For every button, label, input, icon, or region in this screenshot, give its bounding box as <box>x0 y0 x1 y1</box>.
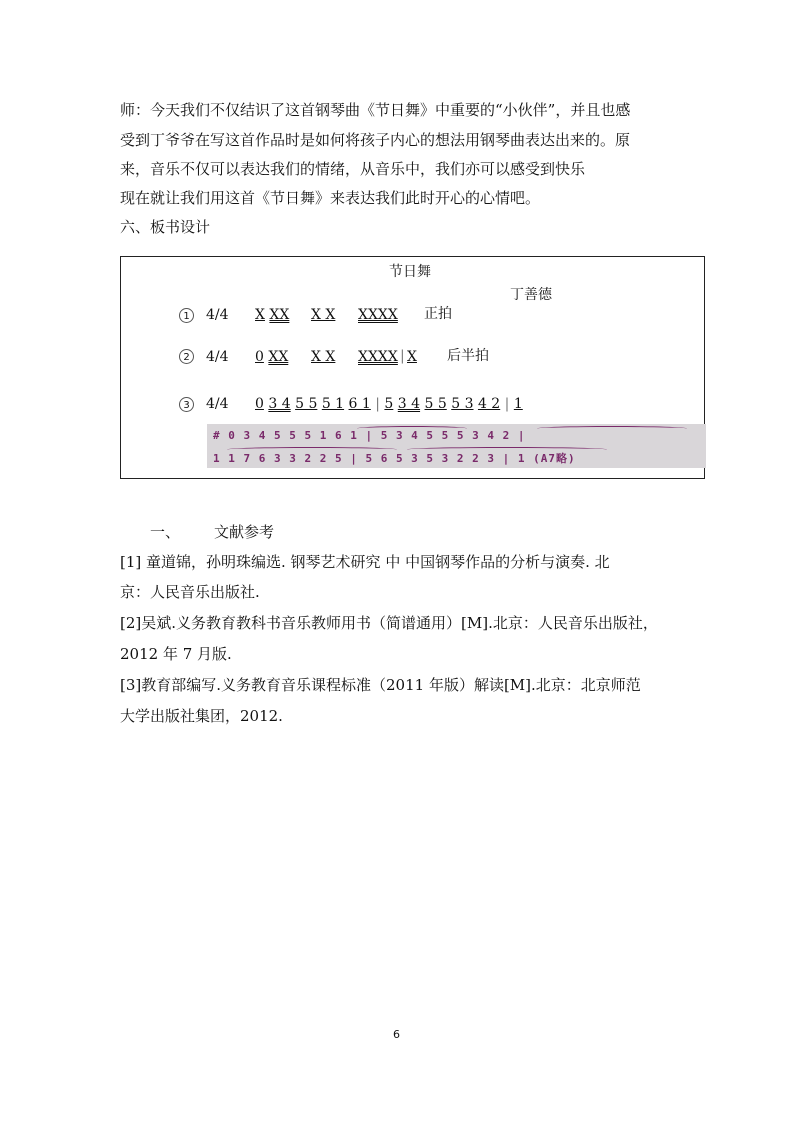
reference-line-2: 京：人民音乐出版社. <box>120 583 260 601</box>
row-3-barline-1: | <box>375 396 380 412</box>
page-number: 6 <box>393 1028 400 1041</box>
score-line-2: 1 1 7 6 3 3 2 2 5 | 5 6 5 3 5 3 2 2 3 | 1 (A7略) <box>213 452 576 465</box>
references-heading-number: 一、 <box>150 523 181 541</box>
row-3-meter: 4/4 <box>206 396 229 412</box>
row-2-beat-2 <box>311 349 335 365</box>
reference-line-4: 2012 年 7 月版. <box>120 645 232 663</box>
row-1-meter: 4/4 <box>206 307 229 323</box>
row-3-notes-53: 5 3 <box>451 396 474 412</box>
section-heading-board-design: 六、板书设计 <box>120 218 211 236</box>
row-1-beat-2-text: X X <box>311 307 336 323</box>
reference-line-6: 大学出版社集团，2012. <box>120 707 283 725</box>
row-1-beat-3-text: XXXX <box>358 307 398 323</box>
row-1-beat-1b: XX <box>269 307 290 323</box>
reference-line-3: [2]吴斌.义务教育教科书音乐教师用书（简谱通用）[M].北京：人民音乐出版社， <box>120 614 658 632</box>
score-line-1: # 0 3 4 5 5 5 1 6 1 | 5 3 4 5 5 5 3 4 2 | <box>213 429 526 442</box>
row-3-notes-34: 3 4 <box>268 396 291 412</box>
body-line-4: 现在就让我们用这首《节日舞》来表达我们此时开心的心情吧。 <box>120 189 541 207</box>
slur-arc <box>537 426 687 431</box>
row-3-notes-55b: 5 5 <box>424 396 447 412</box>
row-2-beat-2-text: X X <box>311 349 336 365</box>
row-2-label: 后半拍 <box>447 348 489 364</box>
row-1-beat-1a: X <box>255 307 265 323</box>
board-composer: 丁善德 <box>510 287 552 303</box>
row-3-note-0: 0 <box>255 396 264 412</box>
row-3-note-1: 1 <box>513 396 523 412</box>
row-3-notes-34b: 3 4 <box>397 396 421 412</box>
body-line-3: 来，音乐不仅可以表达我们的情绪，从音乐中，我们亦可以感受到快乐 <box>120 160 586 178</box>
row-1-beat-2 <box>311 307 335 323</box>
reference-line-5: [3]教育部编写.义务教育音乐课程标准（2011 年版）解读[M].北京：北京师范 <box>120 676 641 694</box>
row-2-number: 2 <box>179 349 194 364</box>
row-1-beat-3 <box>358 307 398 323</box>
row-2-beat-3 <box>358 349 398 365</box>
row-2-rhythm <box>255 349 288 365</box>
row-3-barline-2: | <box>504 396 510 412</box>
row-3-note-5: 5 <box>384 396 394 412</box>
reference-line-1: [1] 童道锦，孙明珠编选. 钢琴艺术研究 中 中国钢琴作品的分析与演奏. 北 <box>120 553 610 571</box>
row-2-beat-1a: 0 <box>255 349 264 365</box>
references-heading <box>150 523 274 541</box>
row-2-meter: 4/4 <box>206 349 229 365</box>
row-2-beat-1b: XX <box>268 349 289 365</box>
row-2-barline: | <box>400 348 405 364</box>
row-3-notes-42: 4 2 <box>477 396 501 412</box>
references-heading-text: 文献参考 <box>214 523 275 541</box>
row-3-notes-55a: 5 5 <box>295 396 318 412</box>
row-3-number: 3 <box>179 397 194 412</box>
row-3-notes-61: 6 1 <box>348 396 371 412</box>
row-3-melody <box>255 396 523 412</box>
body-line-2: 受到丁爷爷在写这首作品时是如何将孩子内心的想法用钢琴曲表达出来的。原 <box>120 131 631 149</box>
row-1-number: 1 <box>179 308 194 323</box>
board-design-box <box>120 256 705 479</box>
row-3-notes-51: 5 1 <box>321 396 345 412</box>
row-2-beat-4-text: X <box>407 349 417 365</box>
row-2-beat-3-text: XXXX <box>358 349 398 365</box>
row-1-label: 正拍 <box>424 306 452 322</box>
board-title: 节日舞 <box>389 264 431 280</box>
row-2-beat-4 <box>407 349 417 365</box>
score-image <box>207 424 706 468</box>
body-line-1: 师：今天我们不仅结识了这首钢琴曲《节日舞》中重要的“小伙伴”，并且也感 <box>120 101 631 119</box>
row-1-rhythm <box>255 307 289 323</box>
